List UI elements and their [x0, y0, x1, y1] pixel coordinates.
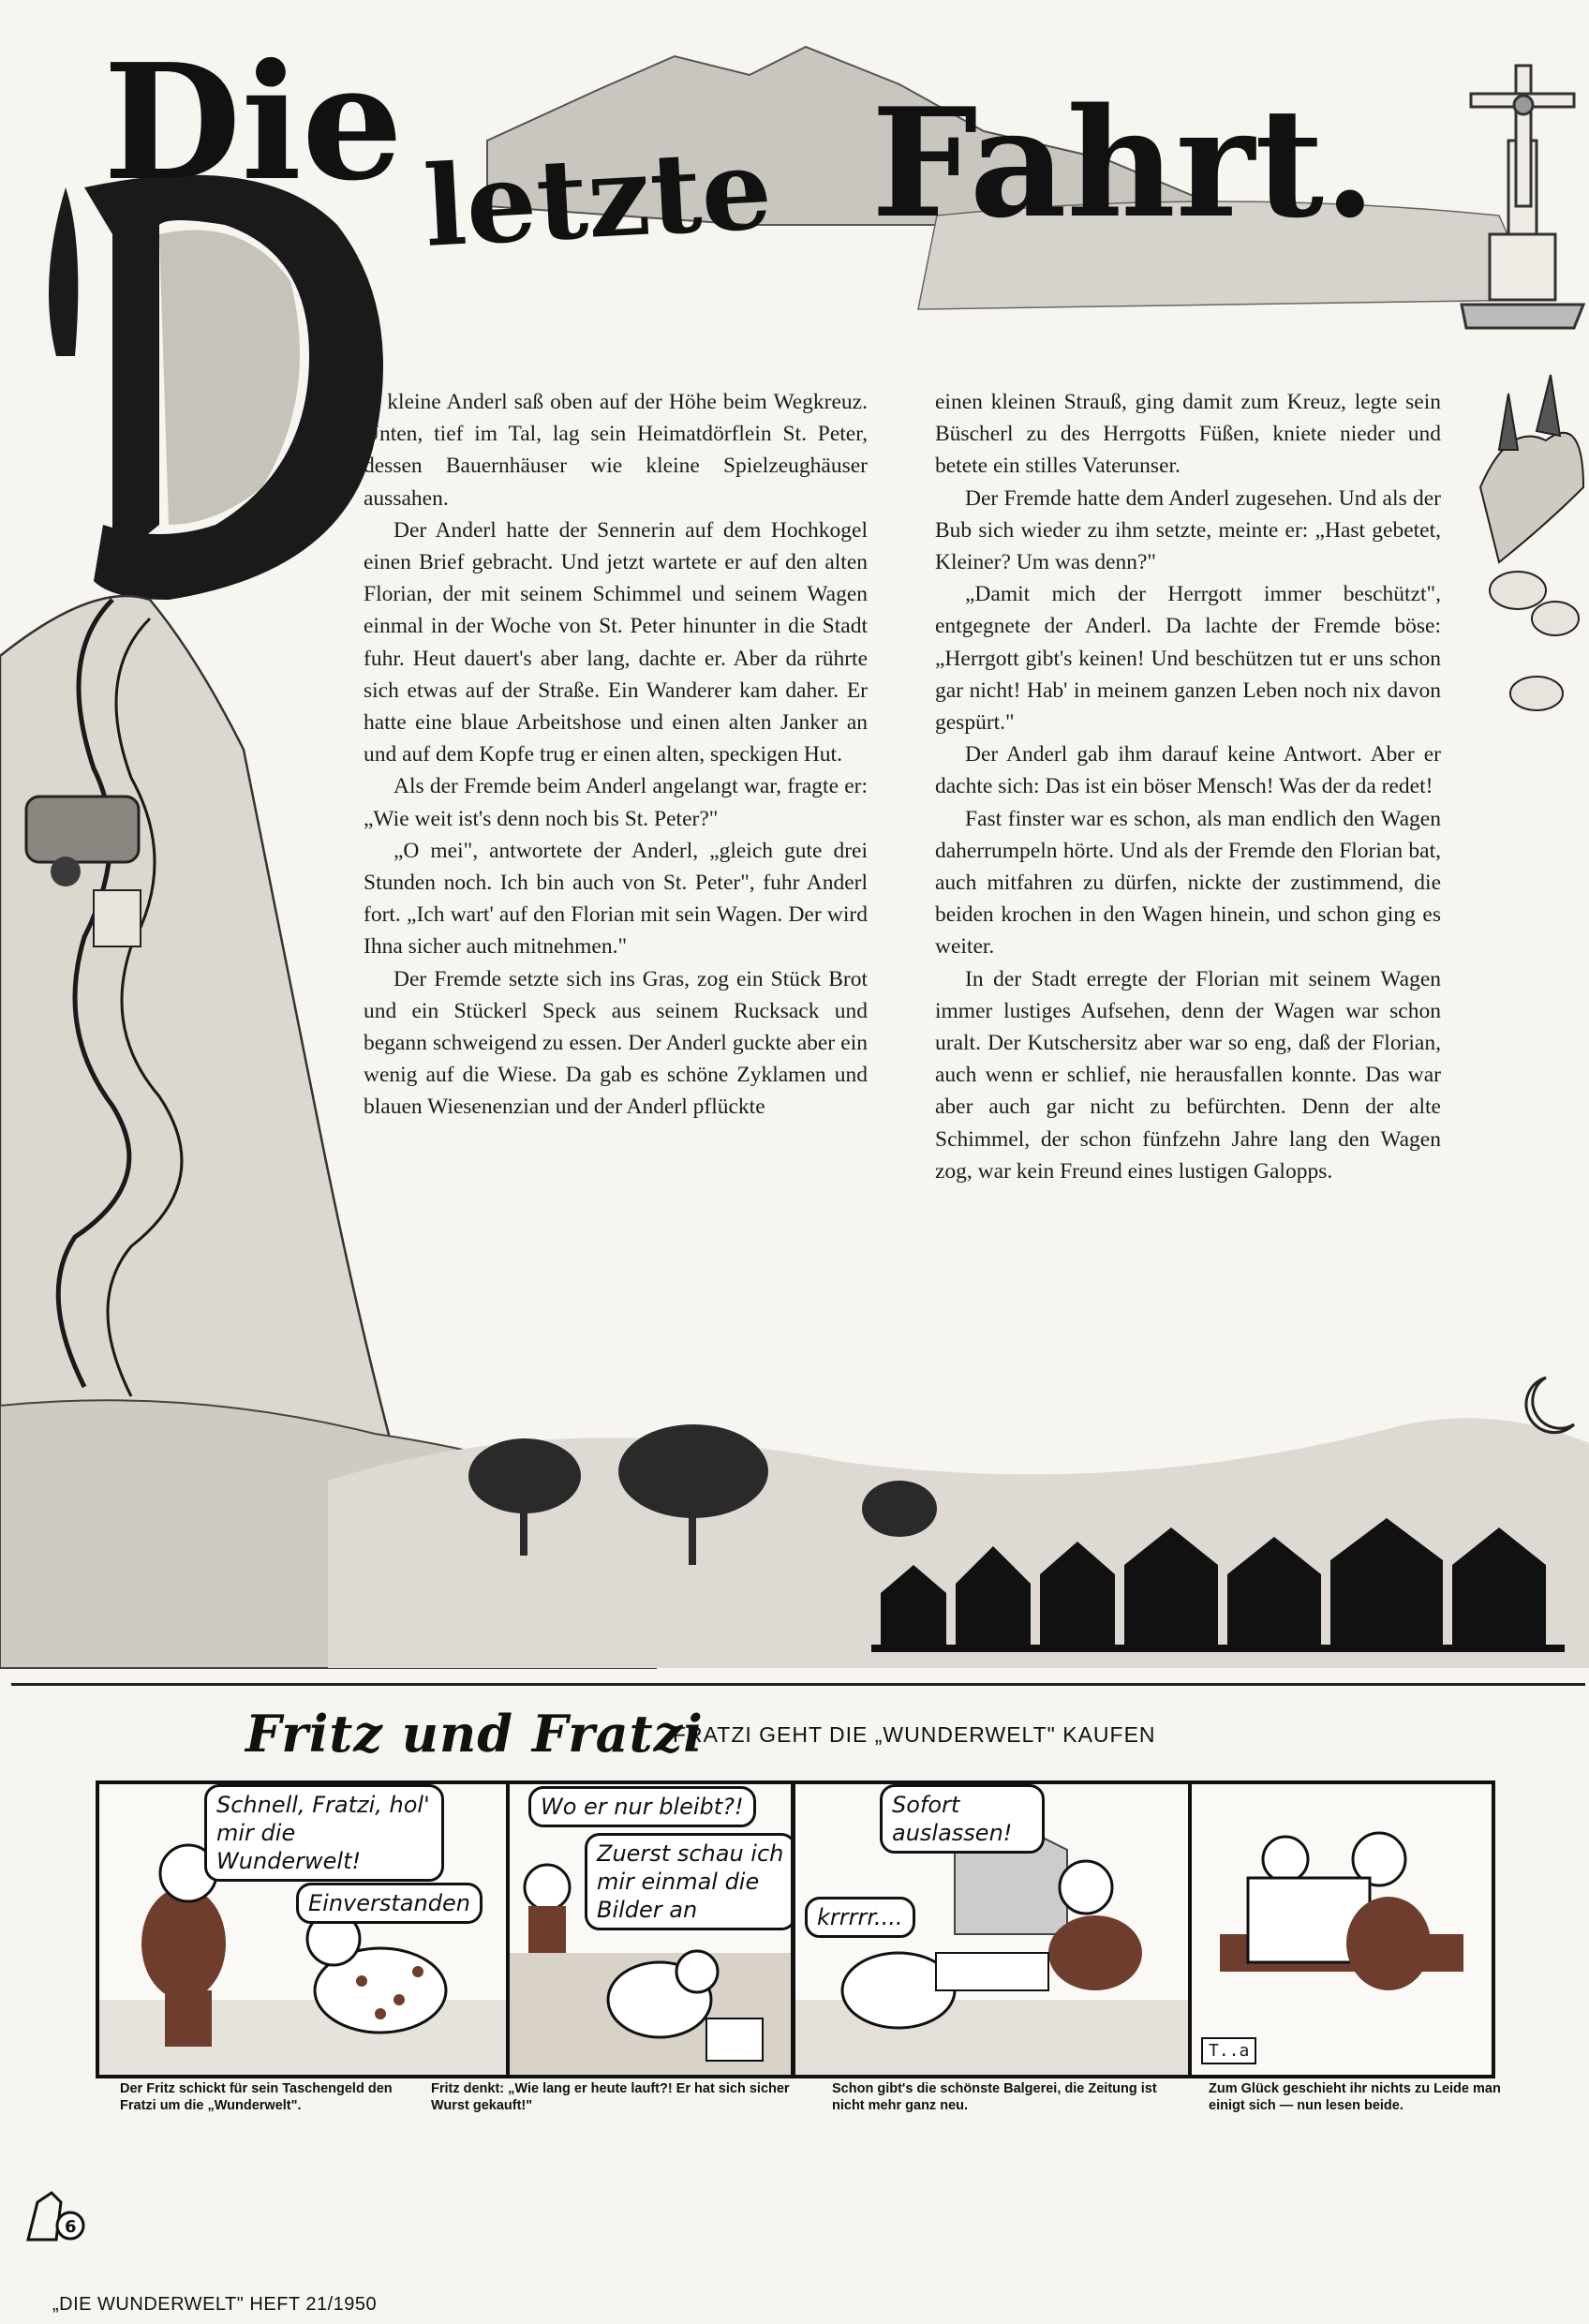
story-paragraph: Der Anderl gab ihm darauf keine Antwort. Aber er dachte sich: Das ist ein böser Mensch! Was der da redet! [935, 742, 1441, 799]
speech-bubble: krrrrr.... [805, 1897, 915, 1938]
flowers-icon [1480, 375, 1583, 710]
story-paragraph: Der Fremde setzte sich ins Gras, zog ein Stück Brot und ein Stückerl Speck aus seinem Rucksack und begann schweigend zu essen. Der Anderl guckte aber ein wenig auf die Wiese. Da gab es schöne Zyklamen und blauen Wiesenenzian und der Anderl pflückte [364, 966, 868, 1120]
title-word-letzte: letzte [421, 123, 775, 272]
comic-subtitle: FRATZI GEHT DIE „WUNDERWELT" KAUFEN [673, 1722, 1156, 1747]
speech-bubble: Zuerst schau ich mir einmal die Bilder an [585, 1833, 794, 1930]
speech-bubble: Einverstanden [296, 1883, 483, 1924]
comic-panel-4 [1188, 1780, 1495, 2078]
page-footer: „DIE WUNDERWELT" HEFT 21/1950 [52, 2294, 378, 2315]
title-word-die: Die [103, 29, 404, 216]
story-paragraph: er kleine Anderl saß oben auf der Höhe beim Wegkreuz. Unten, tief im Tal, lag sein Heimatdörflein St. Peter, dessen Bauernhäuser wie kleine Spielzeughäuser aussahen. [364, 390, 868, 511]
reading-together-drawing [1192, 1784, 1492, 2075]
moon-icon [1526, 1378, 1574, 1433]
comic-caption-4: Zum Glück geschieht ihr nichts zu Leide man einigt sich — nun lesen beide. [1209, 2081, 1501, 2113]
comic-panel-3 [792, 1780, 1193, 2078]
page-number: 6 [65, 2217, 77, 2237]
page-number-mascot-icon [19, 2174, 94, 2249]
story-paragraph: „O mei", antwortete der Anderl, „gleich gute drei Stunden noch. Ich bin auch von St. Peter", fuhr Anderl fort. „Ich wart' auf den Florian mit sein Wagen. Der wird Ihna sicher auch mitnehmen." [364, 838, 868, 960]
story-paragraph: „Damit mich der Herrgott immer beschützt", entgegnete der Anderl. Da lachte der Fremde böse: „Herrgott gibt's keinen! Und beschützen tut er uns schon gar nicht! Hab' in meinem ganzen Leben noch nix davon gespürt." [935, 582, 1441, 736]
comic-panel-1 [96, 1780, 560, 2078]
road-cliff-illustration [0, 596, 394, 1499]
speech-bubble: Sofort auslassen! [880, 1784, 1045, 1854]
title-word-fahrt: Fahrt. [871, 75, 1376, 251]
drop-cap-letter-d [49, 175, 383, 600]
section-divider [11, 1683, 1585, 1686]
story-paragraph: Der Anderl hatte der Sennerin auf dem Hochkogel einen Brief gebracht. Und jetzt wartete er auf den alten Florian, der mit seinem Schimmel und seinem Wagen einmal in der Woche von St. Peter hinunter in die Stadt fuhr. Heut dauert's aber lang, dachte er. Aber da rührte sich etwas auf der Straße. Ein Wanderer kam daher. Er hatte eine blaue Arbeitshose und einen alten Janker an und auf dem Kopfe trug er einen alten, speckigen Hut. [364, 517, 868, 767]
story-paragraph: Als der Fremde beim Anderl angelangt war, fragte er: „Wie weit ist's denn noch bis St. Peter?" [364, 774, 868, 831]
story-column-left [364, 386, 868, 1124]
comic-caption-1: Der Fritz schickt für sein Taschengeld den Fratzi um die „Wunderwelt". [120, 2081, 393, 2113]
story-paragraph: einen kleinen Strauß, ging damit zum Kreuz, legte sein Büscherl zu des Herrgotts Füßen, kniete nieder und betete ein stilles Vaterunser. [935, 390, 1441, 479]
comic-caption-2: Fritz denkt: „Wie lang er heute lauft?! Er hat sich sicher Wurst gekauft!" [431, 2081, 790, 2113]
story-paragraph: Fast finster war es schon, als man endlich den Wagen daherrumpeln hörte. Und als der Fremde den Florian bat, auch mitfahren zu dürfen, nickte der zustimmend, die beiden krochen in den Wagen hinein, und schon ging es weiter. [935, 806, 1441, 960]
story-column-right [935, 386, 1441, 1187]
comic-panel-2 [506, 1780, 794, 2078]
speech-bubble: Wo er nur bleibt?! [528, 1786, 756, 1827]
artist-signature: T..a [1201, 2037, 1256, 2064]
comic-caption-3: Schon gibt's die schönste Balgerei, die Zeitung ist nicht mehr ganz neu. [832, 2081, 1157, 2113]
story-paragraph: In der Stadt erregte der Florian mit seinem Wagen immer lustiges Aufsehen, denn der Wagen war schon uralt. Der Kutschersitz aber war so eng, daß der Florian, auch wenn er schlief, nie herausfallen konnte. Das war aber auch gar nicht zu befürchten. Denn der alte Schimmel, der schon fünfzehn Jahre lang den Wagen zog, war kein Freund eines lustigen Galopps. [935, 966, 1441, 1184]
comic-title: Fritz und Fratzi [245, 1704, 704, 1764]
speech-bubble: Schnell, Fratzi, hol' mir die Wunderwelt! [204, 1784, 444, 1882]
story-paragraph: Der Fremde hatte dem Anderl zugesehen. Und als der Bub sich wieder zu ihm setzte, meinte er: „Hast gebetet, Kleiner? Um was denn?" [935, 485, 1441, 575]
